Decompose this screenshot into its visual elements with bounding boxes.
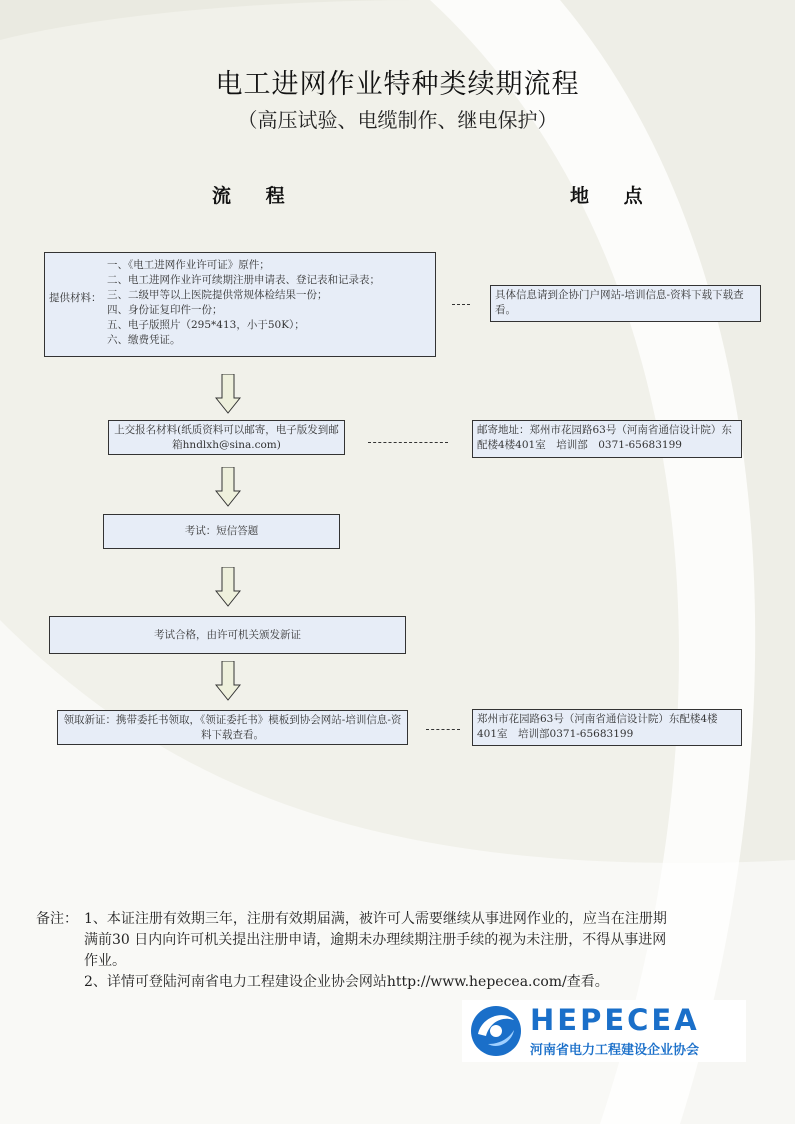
page-title: 电工进网作业特种类续期流程 [215,69,580,100]
note-item-2: 2、详情可登陆河南省电力工程建设企业协会网站http://www.hepecea.com/查看。 [84,974,609,990]
step5-text: 领取新证：携带委托书领取，《领证委托书》模板到协会网站-培训信息-资料下载查看。 [63,713,402,741]
step2-submit-box [108,420,345,455]
step2-location-box [472,420,742,458]
step4-text: 考试合格，由许可机关颁发新证 [154,628,301,641]
down-arrow-icon [215,567,241,607]
location-column-heading: 地 点 [570,185,657,207]
notes-section [84,909,764,993]
step5-location-text: 郑州市花园路63号（河南省通信设计院）东配楼4楼401室 培训部0371-65683199 [477,713,718,740]
step2-text: 上交报名材料(纸质资料可以邮寄，电子版发到邮箱hndlxh@sina.com) [114,423,339,451]
list-item: 二、电工进网作业许可续期注册申请表、登记表和记录表； [107,274,380,286]
list-item: 一、《电工进网作业许可证》原件； [107,259,270,271]
step5-location-box [472,709,742,746]
step1-materials-box [44,252,436,357]
note-item-1-line-2: 满前30 日内向许可机关提出注册申请，逾期未办理续期注册手续的视为未注册，不得从事进网 [84,932,667,948]
logo-emblem-icon [468,1004,524,1058]
note-item-1-line-3: 作业。 [84,953,126,969]
step4-certificate-box [49,616,406,654]
step3-exam-box [103,514,340,549]
note-item-1-line-1: 1、本证注册有效期三年，注册有效期届满，被许可人需要继续从事进网作业的，应当在注册期 [84,911,667,927]
connector-line [452,304,470,305]
process-column-heading: 流 程 [212,185,299,207]
notes-label: 备注： [36,911,78,927]
step2-location-text: 邮寄地址：郑州市花园路63号（河南省通信设计院）东配楼4楼401室 培训部 0371-65683199 [477,424,732,451]
step1-prefix: 提供材料： [49,292,102,304]
logo-brand: HEPECEA [530,1003,700,1037]
step3-text: 考试：短信答题 [184,525,259,537]
down-arrow-icon [215,467,241,507]
step1-location-text: 具体信息请到企协门户网站-培训信息-资料下载下载查看。 [495,289,744,316]
hepecea-logo [462,1000,746,1062]
list-item: 三、二级甲等以上医院提供常规体检结果一份； [107,289,328,301]
list-item: 六、缴费凭证。 [107,334,181,346]
page-subtitle: （高压试验、电缆制作、继电保护） [237,108,558,132]
down-arrow-icon [215,374,241,414]
connector-line [426,729,460,730]
step1-location-box [490,285,761,322]
list-item: 四、身份证复印件一份； [107,304,223,316]
step1-items-list [107,258,431,348]
list-item: 五、电子版照片（295*413，小于50K）； [107,319,305,331]
connector-line [368,442,448,443]
logo-name: 河南省电力工程建设企业协会 [530,1043,700,1058]
down-arrow-icon [215,661,241,701]
step5-collect-box [57,710,408,745]
